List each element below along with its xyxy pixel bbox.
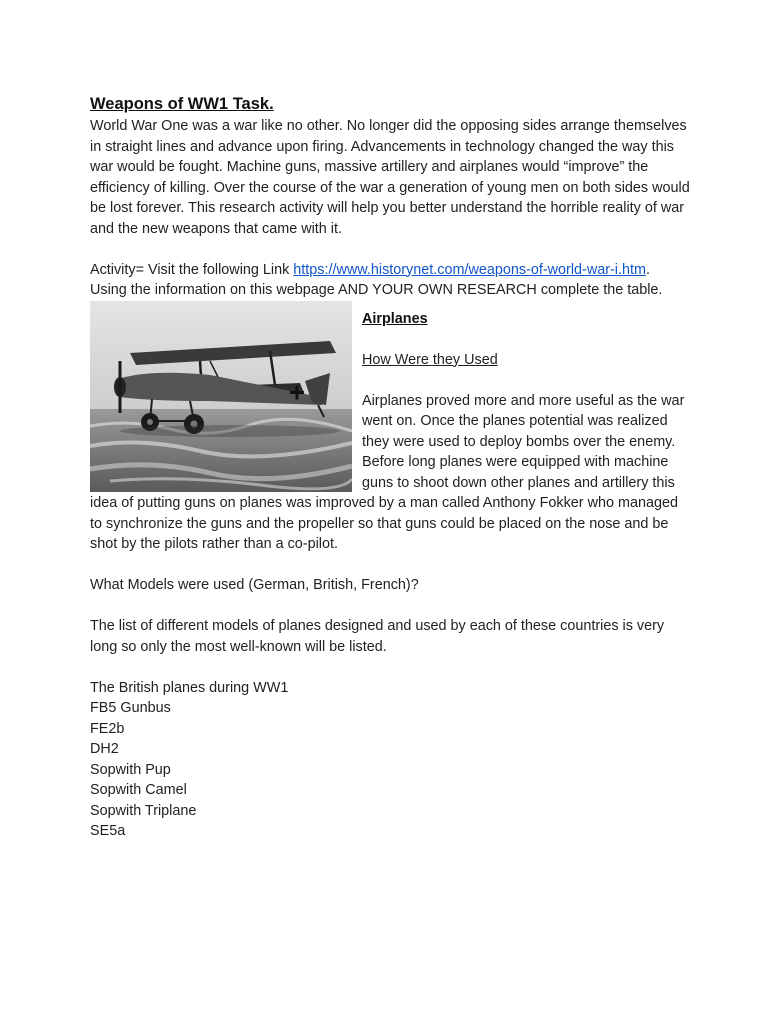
airplanes-description: Airplanes proved more and more useful as the war went on. Once the planes potential was realized they were used to deploy bombs over the enemy. Before long planes were equipped with machine guns to shoot down other planes and artillery this idea of putting guns on planes was improved by a man called Anthony Fokker who managed to synchronize the guns and the propeller so that guns could be placed on the nose and be shot by the pilots rather than a co-pilot.: [90, 392, 685, 552]
list-item: Sopwith Triplane: [90, 802, 197, 819]
list-item: FB5 Gunbus: [90, 700, 171, 716]
spacer: [90, 555, 690, 576]
list-item: FE2b: [90, 720, 125, 737]
british-planes-heading: The British planes during WW1: [90, 679, 289, 696]
airplanes-heading: Airplanes: [362, 310, 428, 327]
biplane-photo: [90, 301, 352, 492]
document-page: [90, 92, 690, 842]
activity-prefix: Activity= Visit the following Link: [90, 261, 294, 278]
list-item: DH2: [90, 741, 119, 757]
spacer: [90, 239, 690, 260]
page-title: Weapons of WW1 Task.: [90, 95, 274, 113]
activity-paragraph: [90, 260, 690, 301]
intro-paragraph: World War One was a war like no other. No longer did the opposing sides arrange themselves in straight lines and advance upon firing. Advancements in technology changed the way this war would be fought. Machine guns, massive artillery and airplanes would “improve” the efficiency of killing. Over the course of the war a generation of young men on both sides would be lost forever. This research activity will help you better understand the horrible reality of war and the new weapons that came with it.: [90, 118, 690, 237]
spacer: [90, 657, 690, 678]
how-used-subheading: How Were they Used: [362, 351, 498, 368]
list-item: SE5a: [90, 823, 126, 839]
list-item: Sopwith Camel: [90, 782, 187, 798]
british-planes-list: [90, 698, 690, 842]
activity-suffix: . Using the information on this webpage AND YOUR OWN RESEARCH complete the table.: [90, 261, 663, 298]
spacer: [90, 596, 690, 617]
models-question: What Models were used (German, British, French)?: [90, 577, 419, 593]
list-item: Sopwith Pup: [90, 761, 171, 778]
historynet-link[interactable]: https://www.historynet.com/weapons-of-world-war-i.htm: [293, 261, 646, 278]
models-intro: The list of different models of planes designed and used by each of these countries is very long so only the most well-known will be listed.: [90, 618, 665, 655]
